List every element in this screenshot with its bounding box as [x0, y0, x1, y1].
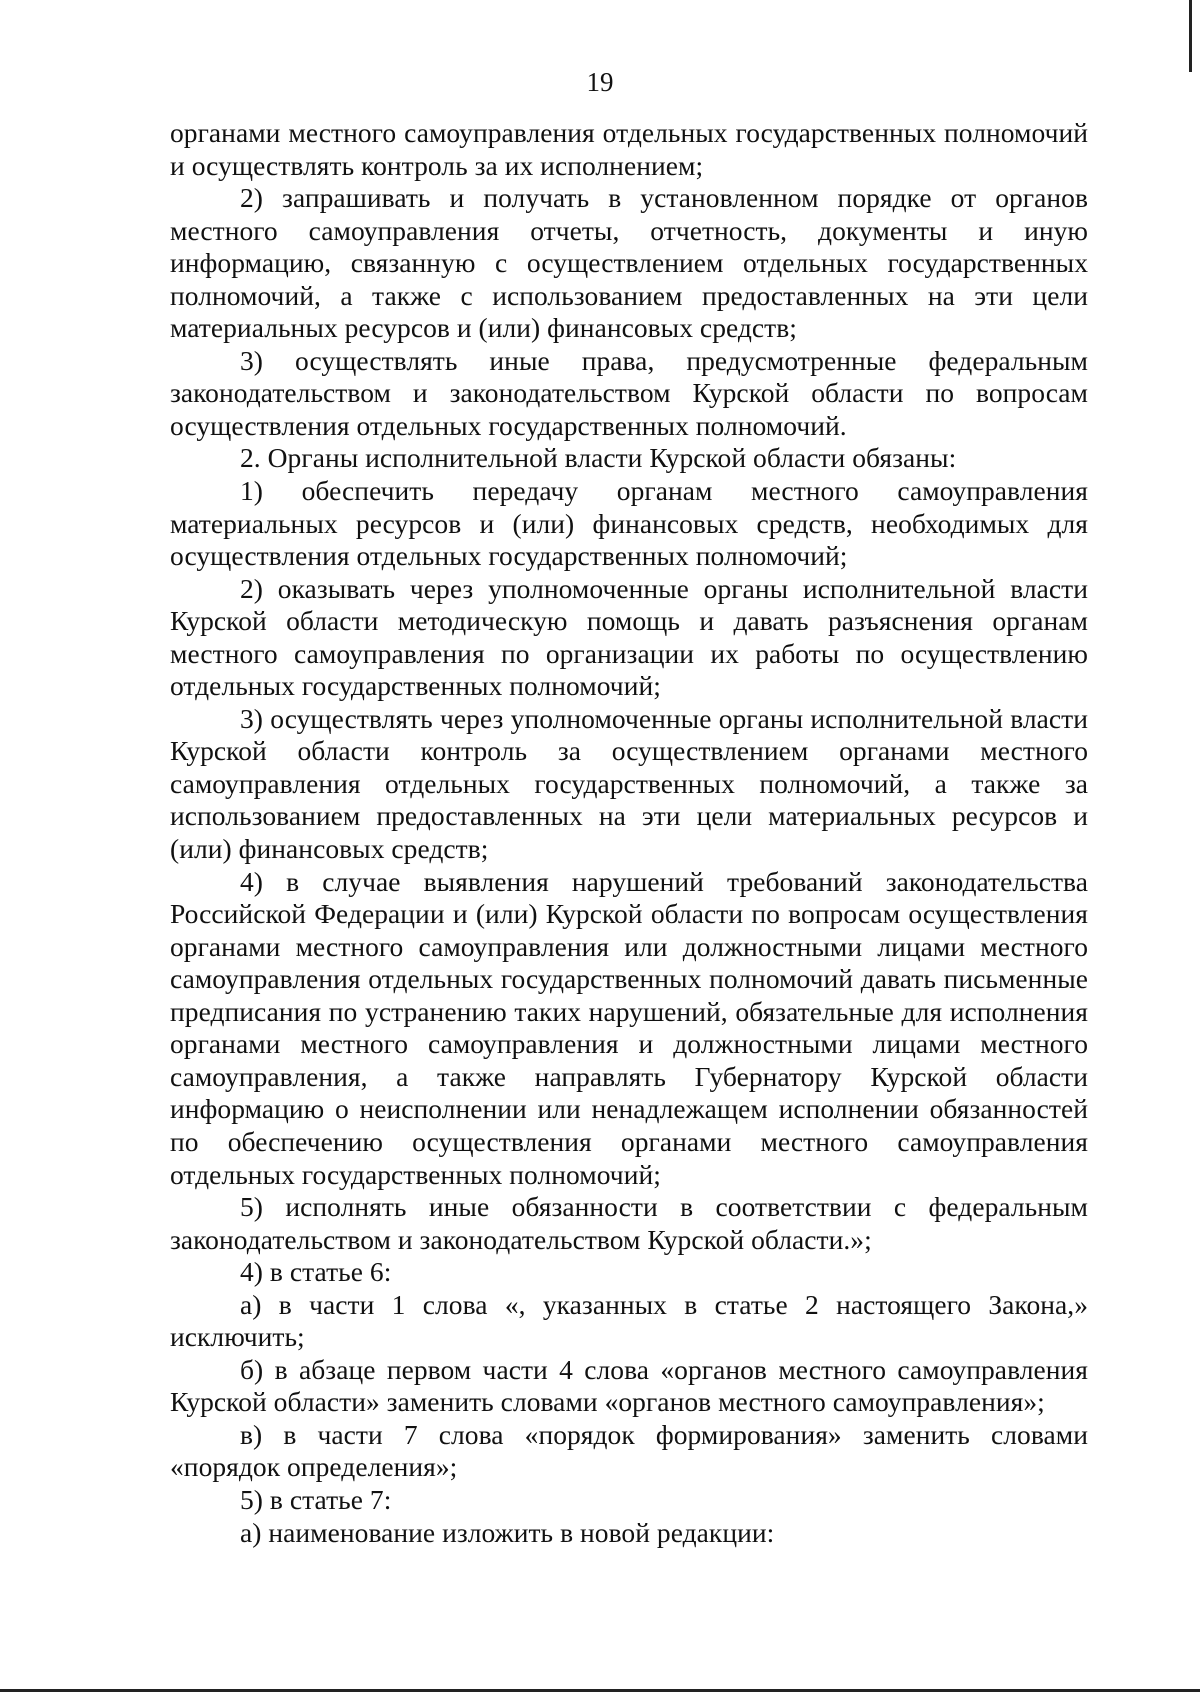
paragraph-obligation-4: 4) в случае выявления нарушений требований законодательства Российской Федерации и (или) Курской области по вопросам осуществления органами местного самоуправления или должностными лицами местного самоуправления отдельных государственных полномочий давать письменные предписания по устранению таких нарушений, обязательные для исполнения органами местного самоуправления и должностными лицами местного самоуправления, а также направлять Губернатору Курской области информацию о неисполнении или ненадлежащем исполнении обязанностей по обеспечению осуществления органами местного самоуправления отдельных государственных полномочий; [170, 865, 1088, 1190]
paragraph-article-6-b: б) в абзаце первом части 4 слова «органов местного самоуправления Курской области» заменить словами «органов местного самоуправления»; [170, 1353, 1088, 1418]
paragraph-obligation-2: 2) оказывать через уполномоченные органы исполнительной власти Курской области методическую помощь и давать разъяснения органам местного самоуправления по организации их работы по осуществлению отдельных государственных полномочий; [170, 572, 1088, 702]
paragraph-article-7-heading: 5) в статье 7: [240, 1483, 392, 1515]
paragraph-section-2-obligations: 2. Органы исполнительной власти Курской области обязаны: [240, 442, 957, 474]
paragraph-obligation-3: 3) осуществлять через уполномоченные органы исполнительной власти Курской области контроль за осуществлением органами местного самоуправления отдельных государственных полномочий, а также за использованием предоставленных на эти цели материальных ресурсов и (или) финансовых средств; [170, 702, 1088, 865]
paragraph-continuation: органами местного самоуправления отдельных государственных полномочий и осуществлять контроль за их исполнением; [170, 117, 1088, 181]
paragraph-item-3-other-rights: 3) осуществлять иные права, предусмотренные федеральным законодательством и законодательством Курской области по вопросам осуществления отдельных государственных полномочий. [170, 344, 1088, 441]
paragraph-obligation-1: 1) обеспечить передачу органам местного самоуправления материальных ресурсов и (или) финансовых средств, необходимых для осуществления отдельных государственных полномочий; [170, 475, 1088, 572]
paragraph-article-7-a: а) наименование изложить в новой редакции: [240, 1516, 775, 1548]
scan-border-bottom [0, 1689, 1200, 1692]
document-body [170, 117, 1088, 1549]
paragraph-item-2-request-info: 2) запрашивать и получать в установленном порядке от органов местного самоуправления отчеты, отчетность, документы и иную информацию, связанную с осуществлением отдельных государственных полномочий, а также с использованием предоставленных на эти цели материальных ресурсов и (или) финансовых средств; [170, 182, 1088, 344]
paragraph-article-6-heading: 4) в статье 6: [240, 1256, 392, 1288]
paragraph-article-6-a: а) в части 1 слова «, указанных в статье 2 настоящего Закона,» исключить; [170, 1288, 1088, 1353]
paragraph-article-6-c: в) в части 7 слова «порядок формирования» заменить словами «порядок определения»; [170, 1418, 1088, 1483]
paragraph-obligation-5: 5) исполнять иные обязанности в соответствии с федеральным законодательством и законодательством Курской области.»; [170, 1191, 1088, 1255]
page-number: 19 [586, 67, 614, 97]
scan-border-right [1189, 0, 1192, 72]
